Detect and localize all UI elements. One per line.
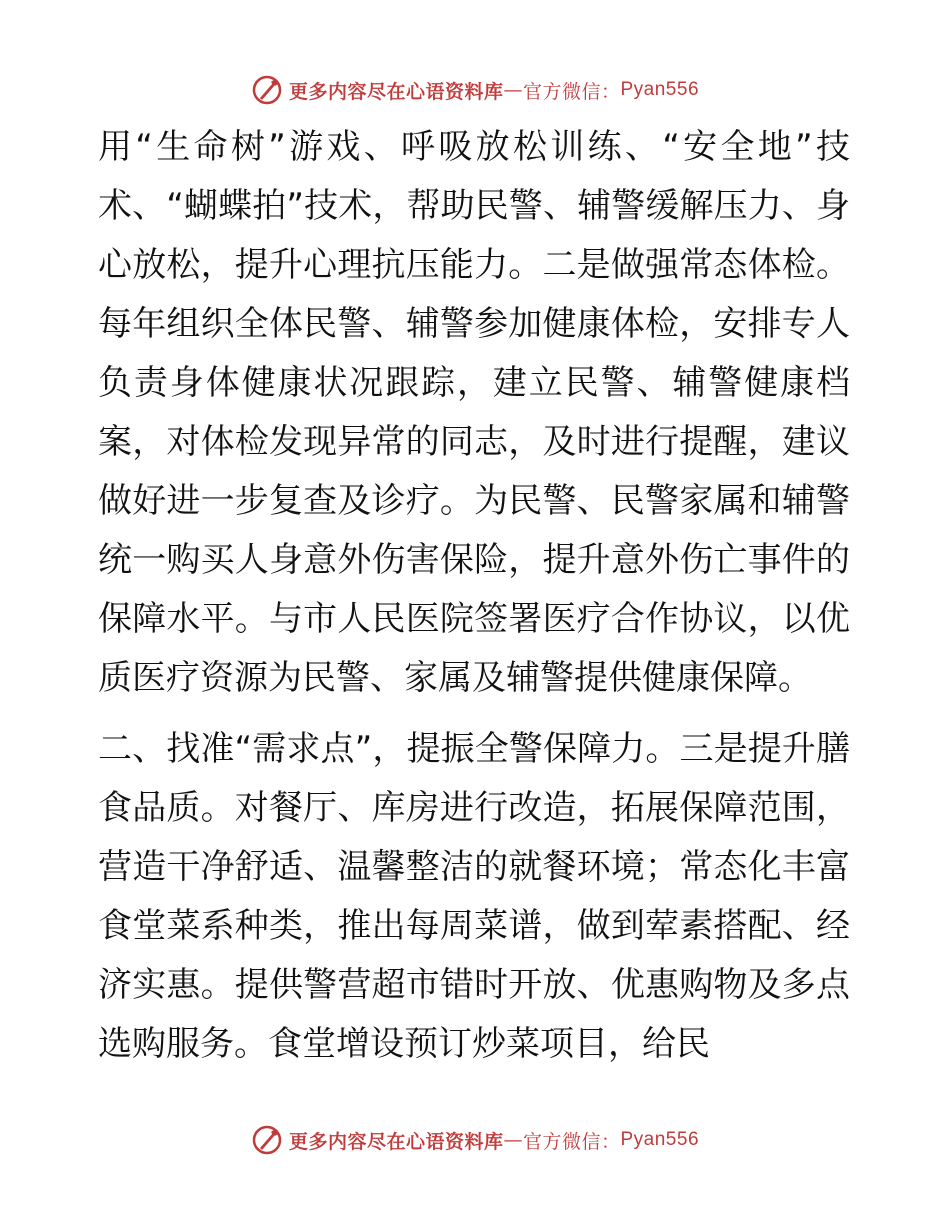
body-paragraph-2: 二、找准“需求点”，提振全警保障力。三是提升膳食品质。对餐厅、库房进行改造，拓展保障范围，营造干净舒适、温馨整洁的就餐环境；常态化丰富食堂菜系种类，推出每周菜谱，做到荤素搭配、经济实惠。提供警营超市错时开放、优惠购物及多点选购服务。食堂增设预订炒菜项目，给民 [98, 729, 850, 1064]
banner-wechat-label: 官方微信： [522, 80, 621, 103]
footer-watermark-banner [0, 1122, 950, 1158]
document-body [98, 118, 850, 1074]
banner-wechat-label: 官方微信： [522, 1130, 621, 1153]
banner-separator: — [503, 79, 523, 101]
quill-seal-icon [251, 1124, 283, 1156]
quill-seal-icon [251, 74, 283, 106]
banner-wechat-id: Pyan556 [620, 1129, 700, 1150]
banner-wechat-id: Pyan556 [620, 79, 700, 100]
body-paragraph-1: 用“生命树”游戏、呼吸放松训练、“安全地”技术、“蝴蝶拍”技术，帮助民警、辅警缓解压力、身心放松，提升心理抗压能力。二是做强常态体检。每年组织全体民警、辅警参加健康体检，安排专人负责身体健康状况跟踪，建立民警、辅警健康档案，对体检发现异常的同志，及时进行提醒，建议做好进一步复查及诊疗。为民警、民警家属和辅警统一购买人身意外伤害保险，提升意外伤亡事件的保障水平。与市人民医院签署医疗合作协议，以优质医疗资源为民警、家属及辅警提供健康保障。 [98, 127, 850, 698]
banner-site-name: 更多内容尽在心语资料库 [288, 1130, 504, 1153]
header-watermark-banner [0, 72, 950, 108]
banner-site-name: 更多内容尽在心语资料库 [288, 80, 504, 103]
banner-separator: — [503, 1129, 523, 1151]
